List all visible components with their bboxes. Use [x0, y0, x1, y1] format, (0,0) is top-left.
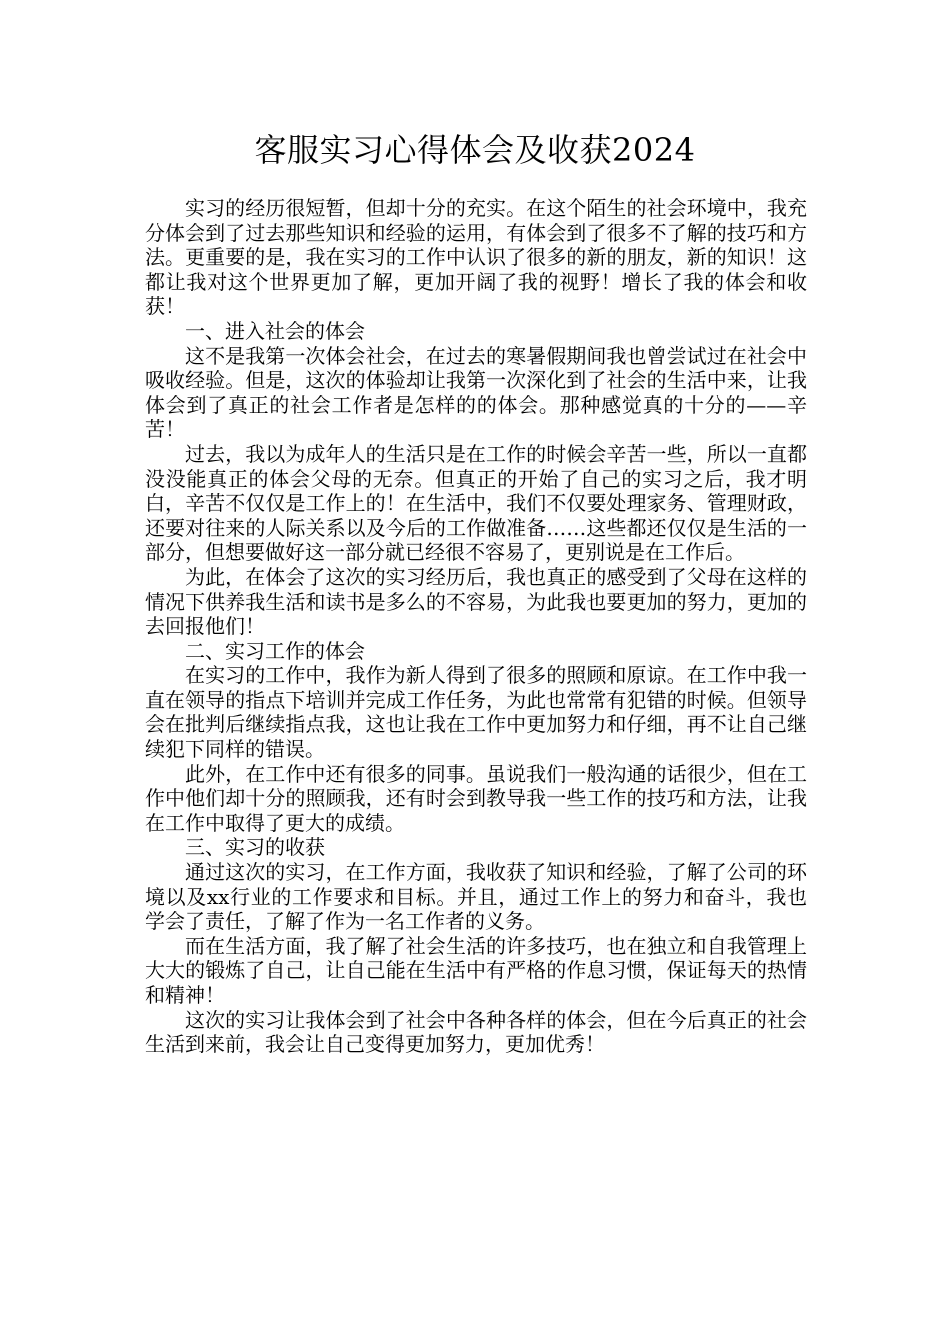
paragraph-conclusion: 这次的实习让我体会到了社会中各种各样的体会，但在今后真正的社会生活到来前，我会让自己变得更加努力，更加优秀！ — [145, 1007, 807, 1057]
section-heading-3: 三、实习的收获 — [185, 835, 325, 860]
document-title: 客服实习心得体会及收获2024 — [254, 131, 696, 169]
document-body — [145, 196, 807, 1057]
paragraph-society-3: 为此，在体会了这次的实习经历后，我也真正的感受到了父母在这样的情况下供养我生活和读书是多么的不容易，为此我也要更加的努力，更加的去回报他们！ — [145, 564, 807, 639]
paragraph-society-1: 这不是我第一次体会社会，在过去的寒暑假期间我也曾尝试过在社会中吸收经验。但是，这次的体验却让我第一次深化到了社会的生活中来，让我体会到了真正的社会工作者是怎样的的体会。那种感觉真的十分的——辛苦！ — [145, 343, 807, 442]
paragraph-society-2: 过去，我以为成年人的生活只是在工作的时候会辛苦一些，所以一直都没没能真正的体会父母的无奈。但真正的开始了自己的实习之后，我才明白，辛苦不仅仅是工作上的！在生活中，我们不仅要处理家务、管理财政，还要对往来的人际关系以及今后的工作做准备……这些都还仅仅是生活的一部分，但想要做好这一部分就已经很不容易了，更别说是在工作后。 — [145, 441, 807, 565]
paragraph-work-1: 在实习的工作中，我作为新人得到了很多的照顾和原谅。在工作中我一直在领导的指点下培训并完成工作任务，为此也常常有犯错的时候。但领导会在批判后继续指点我，这也让我在工作中更加努力和仔细，再不让自己继续犯下同样的错误。 — [145, 663, 807, 762]
section-heading-1: 一、进入社会的体会 — [185, 318, 365, 343]
section-heading-2: 二、实习工作的体会 — [185, 638, 365, 663]
paragraph-gain-2: 而在生活方面，我了解了社会生活的许多技巧，也在独立和自我管理上大大的锻炼了自己，让自己能在生活中有严格的作息习惯，保证每天的热情和精神！ — [145, 933, 807, 1007]
paragraph-gain-1: 通过这次的实习，在工作方面，我收获了知识和经验，了解了公司的环境以及xx行业的工作要求和目标。并且，通过工作上的努力和奋斗，我也学会了责任，了解了作为一名工作者的义务。 — [145, 860, 807, 934]
paragraph-work-2: 此外，在工作中还有很多的同事。虽说我们一般沟通的话很少，但在工作中他们却十分的照顾我，还有时会到教导我一些工作的技巧和方法，让我在工作中取得了更大的成绩。 — [145, 761, 807, 835]
paragraph-intro: 实习的经历很短暂，但却十分的充实。在这个陌生的社会环境中，我充分体会到了过去那些知识和经验的运用，有体会到了很多不了解的技巧和方法。更重要的是，我在实习的工作中认识了很多的新的朋友，新的知识！这都让我对这个世界更加了解，更加开阔了我的视野！增长了我的体会和收获！ — [145, 196, 807, 319]
